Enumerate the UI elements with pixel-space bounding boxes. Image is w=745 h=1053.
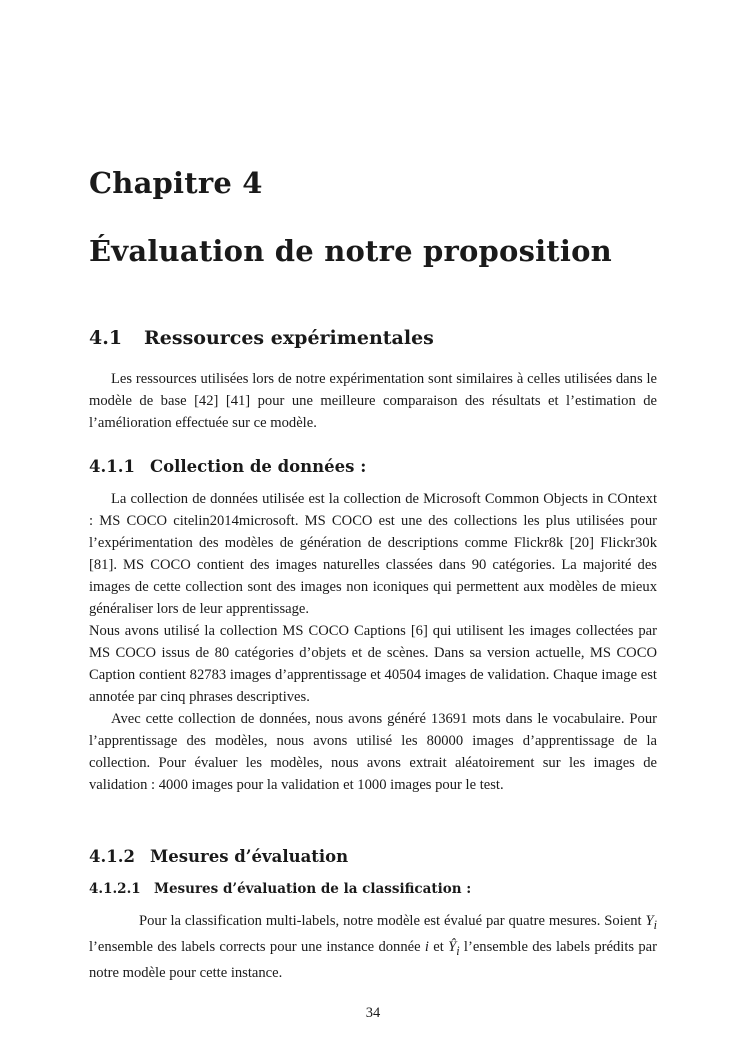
text-run: l’ensemble des labels corrects pour une instance donnée <box>89 938 425 955</box>
math-var-y: Y <box>645 913 654 929</box>
subsection-title: Mesures d’évaluation <box>150 847 349 866</box>
subsection-heading-4-1-2 <box>89 847 348 866</box>
subsubsection-title: Mesures d’évaluation de la classification : <box>154 881 472 897</box>
section-4-1-body <box>89 368 657 434</box>
math-var-yhat: Ŷ <box>448 938 457 955</box>
text-run: l’ensemble des labels prédits par notre modèle pour cette instance. <box>89 938 657 981</box>
section-heading-4-1 <box>89 327 434 349</box>
chapter-label: Chapitre 4 <box>89 166 263 200</box>
paragraph: La collection de données utilisée est la collection de Microsoft Common Objects in COntext : MS COCO citelin2014microsoft. MS COCO est une des collections les plus utilisées pour l’expérimentation des modèles de génération de descriptions comme Flickr8k [20] Flickr30k [81]. MS COCO contient des images naturelles classées dans 90 catégories. La majorité des images de cette collection sont des images non iconiques qui permettent aux modèles de mieux généraliser lors de leur apprentissage. <box>89 491 657 617</box>
section-title: Ressources expérimentales <box>144 327 434 349</box>
math-sub-i: i <box>456 943 460 958</box>
paragraph: Nous avons utilisé la collection MS COCO Captions [6] qui utilisent les images collectées par MS COCO issus de 80 catégories d’objets et de scènes. Dans sa version actuelle, MS COCO Caption contient 82783 images d’apprentissage et 40504 images de validation. Chaque image est annotée par cinq phrases descriptives. <box>89 623 657 705</box>
paragraph: Avec cette collection de données, nous avons généré 13691 mots dans le vocabulaire. Pour l’apprentissage des modèles, nous avons utilisé les 80000 images d’apprentissage de la collection. Pour évaluer les modèles, nous avons extrait aléatoirement sur les images de validation : 4000 images pour la validation et 1000 images pour le test. <box>89 711 657 793</box>
section-4-1-2-1-body <box>89 910 657 984</box>
subsection-title: Collection de données : <box>150 457 367 476</box>
section-number: 4.1 <box>89 327 123 349</box>
section-4-1-1-body <box>89 488 657 796</box>
text-run: et <box>428 938 449 955</box>
subsection-number: 4.1.1 <box>89 457 135 476</box>
chapter-title: Évaluation de notre proposition <box>89 234 612 268</box>
math-sub-i: i <box>653 917 657 932</box>
math-var-i: i <box>424 938 429 955</box>
subsubsection-number: 4.1.2.1 <box>89 881 141 897</box>
text-run: Pour la classification multi-labels, notre modèle est évalué par quatre mesures. Soient <box>139 913 646 929</box>
subsection-heading-4-1-1 <box>89 457 366 476</box>
paragraph: Les ressources utilisées lors de notre expérimentation sont similaires à celles utilisées dans le modèle de base [42] [41] pour une meilleure comparaison des résultats et l’estimation de l’amélioration effectuée sur ce modèle. <box>89 371 657 431</box>
paragraph <box>89 910 657 984</box>
subsubsection-heading-4-1-2-1 <box>89 881 471 897</box>
subsection-number: 4.1.2 <box>89 847 135 866</box>
page-number: 34 <box>365 1005 381 1021</box>
